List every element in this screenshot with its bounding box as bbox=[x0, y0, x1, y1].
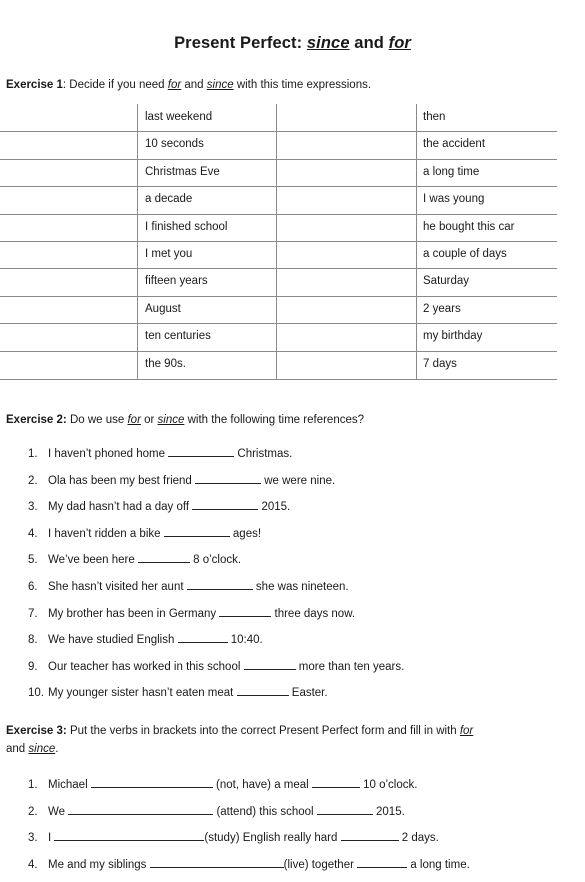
exercise1-label: Exercise 1 bbox=[6, 79, 63, 91]
exercise3-item bbox=[28, 830, 439, 845]
table-column-divider bbox=[137, 104, 138, 380]
item-text-before: We’ve been here bbox=[48, 554, 138, 567]
verb-blank[interactable] bbox=[91, 777, 213, 788]
table-row-divider bbox=[0, 131, 557, 132]
item-number: 4. bbox=[28, 858, 38, 871]
exercise2-item bbox=[28, 552, 241, 567]
table-cell-left: Christmas Eve bbox=[145, 166, 220, 178]
exercise2-kw-for: for bbox=[127, 414, 141, 426]
exercise3-label: Exercise 3: bbox=[6, 725, 67, 737]
item-text-before: She hasn’t visited her aunt bbox=[48, 581, 187, 593]
table-cell-right: my birthday bbox=[423, 330, 483, 342]
table-row-divider bbox=[0, 241, 557, 242]
exercise3-item bbox=[28, 804, 405, 819]
exercise3-heading bbox=[6, 722, 551, 758]
item-text-after: she was nineteen. bbox=[252, 581, 349, 593]
table-cell-right: a couple of days bbox=[423, 248, 507, 260]
table-cell-left: last weekend bbox=[145, 111, 213, 123]
table-cell-left: August bbox=[145, 303, 181, 315]
title-for: for bbox=[388, 34, 411, 52]
for-since-blank[interactable] bbox=[357, 857, 407, 868]
for-since-blank[interactable] bbox=[317, 804, 373, 815]
exercise3-kw-for: for bbox=[459, 725, 474, 737]
item-number: 10. bbox=[28, 687, 44, 700]
exercise3-kw-since: since bbox=[28, 743, 56, 755]
table-cell-right: 7 days bbox=[423, 358, 457, 370]
exercise2-item bbox=[28, 632, 263, 647]
item-number: 1. bbox=[28, 779, 38, 791]
item-end: a long time. bbox=[407, 858, 470, 871]
item-text-before: Our teacher has worked in this school bbox=[48, 660, 244, 673]
answer-blank[interactable] bbox=[164, 526, 230, 537]
item-subject: Michael bbox=[48, 779, 91, 791]
table-cell-left: I finished school bbox=[145, 221, 228, 233]
for-since-blank[interactable] bbox=[312, 777, 360, 788]
answer-blank[interactable] bbox=[195, 473, 261, 484]
table-row-divider bbox=[0, 214, 557, 215]
item-middle: (study) English really hard bbox=[204, 832, 341, 845]
item-end: 2015. bbox=[372, 805, 405, 818]
title-prefix: Present Perfect: bbox=[174, 34, 307, 52]
title-middle: and bbox=[349, 34, 389, 52]
table-row-divider bbox=[0, 296, 557, 297]
item-number: 5. bbox=[28, 554, 38, 567]
item-number: 9. bbox=[28, 660, 38, 673]
item-text-before: My younger sister hasn’t eaten meat bbox=[48, 687, 237, 700]
exercise3-text-c: . bbox=[55, 743, 59, 755]
item-number: 8. bbox=[28, 634, 38, 647]
table-row-divider bbox=[0, 186, 557, 187]
exercise2-text-b: or bbox=[140, 414, 158, 426]
answer-blank[interactable] bbox=[192, 499, 258, 510]
item-text-after: 10:40. bbox=[227, 634, 263, 647]
item-middle: (attend) this school bbox=[213, 805, 317, 818]
exercise1-heading bbox=[6, 76, 371, 94]
table-cell-right: I was young bbox=[423, 193, 485, 205]
item-number: 3. bbox=[28, 832, 38, 845]
table-cell-right: he bought this car bbox=[423, 221, 515, 233]
table-cell-right: the accident bbox=[423, 138, 486, 150]
item-subject: Me and my siblings bbox=[48, 858, 150, 871]
exercise2-label: Exercise 2: bbox=[6, 414, 67, 426]
item-number: 7. bbox=[28, 607, 38, 620]
answer-blank[interactable] bbox=[237, 685, 289, 696]
answer-blank[interactable] bbox=[219, 606, 271, 617]
answer-blank[interactable] bbox=[168, 446, 234, 457]
exercise2-text-a: Do we use bbox=[66, 414, 128, 426]
item-text-after: we were nine. bbox=[261, 474, 336, 487]
exercise2-item bbox=[28, 606, 355, 621]
exercise2-item bbox=[28, 473, 335, 488]
table-cell-left: 10 seconds bbox=[145, 138, 204, 150]
item-number: 4. bbox=[28, 527, 38, 540]
table-cell-left: a decade bbox=[145, 193, 193, 205]
title-since: since bbox=[306, 34, 350, 52]
table-row-divider bbox=[0, 351, 557, 352]
table-column-divider bbox=[276, 104, 277, 380]
table-cell-right: 2 years bbox=[423, 303, 461, 315]
item-number: 3. bbox=[28, 501, 38, 514]
item-text-after: Christmas. bbox=[234, 448, 293, 460]
exercise1-text-a: : Decide if you need bbox=[62, 79, 168, 91]
item-text-before: I haven’t ridden a bike bbox=[48, 527, 164, 540]
item-subject: I bbox=[48, 832, 55, 845]
exercise2-item bbox=[28, 579, 349, 594]
exercise2-item bbox=[28, 446, 292, 461]
exercise2-item bbox=[28, 685, 328, 700]
item-text-before: My dad hasn’t had a day off bbox=[48, 501, 193, 514]
exercise3-item bbox=[28, 777, 417, 792]
table-cell-left: I met you bbox=[145, 248, 193, 260]
verb-blank[interactable] bbox=[150, 857, 284, 868]
exercise2-item bbox=[28, 499, 290, 514]
exercise2-item bbox=[28, 526, 261, 541]
exercise3-text-b: and bbox=[6, 743, 29, 755]
item-text-before: I haven’t phoned home bbox=[48, 448, 169, 460]
table-cell-right: Saturday bbox=[423, 275, 470, 287]
exercise1-text-b: and bbox=[181, 79, 207, 91]
exercise3-text-a: Put the verbs in brackets into the correct Present Perfect form and fill in with bbox=[66, 725, 460, 737]
answer-blank[interactable] bbox=[244, 659, 296, 670]
table-cell-left: fifteen years bbox=[145, 275, 208, 287]
item-text-before: Ola has been my best friend bbox=[48, 474, 196, 487]
verb-blank[interactable] bbox=[68, 804, 213, 815]
exercise2-kw-since: since bbox=[157, 414, 185, 426]
table-row-divider bbox=[0, 159, 557, 160]
item-number: 2. bbox=[28, 805, 38, 818]
item-number: 6. bbox=[28, 581, 38, 593]
expressions-table bbox=[0, 104, 557, 380]
item-text-before: We have studied English bbox=[48, 634, 178, 647]
item-text-after: ages! bbox=[229, 527, 262, 540]
exercise1-kw-for: for bbox=[167, 79, 182, 91]
answer-blank[interactable] bbox=[187, 579, 253, 590]
exercise2-item bbox=[28, 659, 404, 674]
for-since-blank[interactable] bbox=[341, 830, 399, 841]
item-number: 2. bbox=[28, 474, 38, 487]
table-cell-right: then bbox=[423, 111, 446, 123]
exercise2-text-c: with the following time references? bbox=[184, 414, 365, 426]
exercise1-kw-since: since bbox=[206, 79, 234, 91]
answer-blank[interactable] bbox=[138, 552, 190, 563]
exercise3-item bbox=[28, 857, 470, 872]
item-middle: (not, have) a meal bbox=[212, 779, 312, 791]
table-cell-right: a long time bbox=[423, 166, 480, 178]
table-cell-left: the 90s. bbox=[145, 358, 186, 370]
item-end: 10 o’clock. bbox=[359, 779, 418, 791]
item-text-after: more than ten years. bbox=[295, 660, 405, 673]
item-text-after: three days now. bbox=[271, 607, 356, 620]
item-middle: (live) together bbox=[283, 858, 358, 871]
exercise2-heading bbox=[6, 411, 364, 429]
table-column-divider bbox=[416, 104, 417, 380]
table-row-divider bbox=[0, 268, 557, 269]
page-title bbox=[0, 34, 585, 53]
item-text-after: 2015. bbox=[258, 501, 291, 514]
table-cell-left: ten centuries bbox=[145, 330, 211, 342]
verb-blank[interactable] bbox=[54, 830, 204, 841]
item-text-after: 8 o’clock. bbox=[189, 554, 242, 567]
item-text-before: My brother has been in Germany bbox=[48, 607, 220, 620]
table-row-divider bbox=[0, 323, 557, 324]
item-subject: We bbox=[48, 805, 69, 818]
table-row-divider bbox=[0, 379, 557, 380]
item-number: 1. bbox=[28, 448, 38, 460]
exercise1-text-c: with this time expressions. bbox=[233, 79, 372, 91]
item-text-after: Easter. bbox=[288, 687, 328, 700]
item-end: 2 days. bbox=[398, 832, 439, 845]
answer-blank[interactable] bbox=[178, 632, 228, 643]
